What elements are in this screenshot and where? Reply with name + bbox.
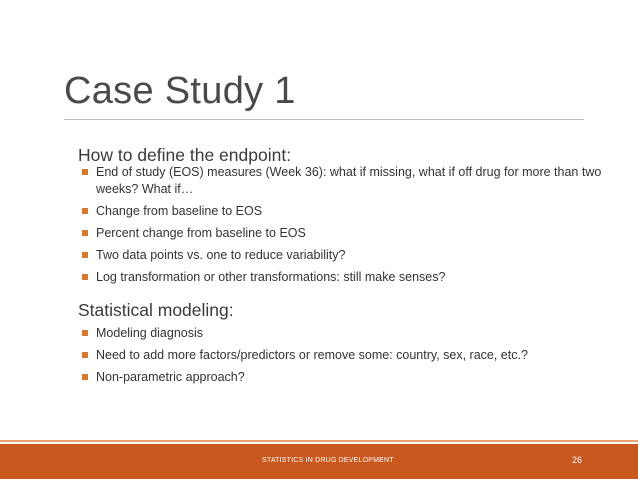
square-bullet-icon xyxy=(82,330,88,336)
list-item xyxy=(80,225,620,242)
list-item xyxy=(80,269,620,286)
list-item xyxy=(80,369,620,386)
bullet-text: Log transformation or other transformations: still make senses? xyxy=(96,270,446,284)
section-heading-endpoint: How to define the endpoint: xyxy=(78,145,292,165)
footer-text: STATISTICS IN DRUG DEVELOPMENT xyxy=(262,457,394,464)
list-item xyxy=(80,203,620,220)
footer-accent-line xyxy=(0,440,638,442)
page-number: 26 xyxy=(572,455,583,465)
section-heading-modeling: Statistical modeling: xyxy=(78,300,234,320)
list-item xyxy=(80,347,620,364)
square-bullet-icon xyxy=(82,208,88,214)
bullet-text: Modeling diagnosis xyxy=(96,326,204,340)
square-bullet-icon xyxy=(82,374,88,380)
list-item xyxy=(80,164,620,198)
list-item xyxy=(80,247,620,264)
list-item xyxy=(80,325,620,342)
square-bullet-icon xyxy=(82,252,88,258)
bullet-text: Non-parametric approach? xyxy=(96,370,245,384)
bullet-text: Need to add more factors/predictors or remove some: country, sex, race, etc.? xyxy=(96,348,528,362)
bullet-text: Two data points vs. one to reduce variability? xyxy=(96,248,346,262)
slide-title: Case Study 1 xyxy=(64,70,296,112)
title-divider xyxy=(64,119,584,120)
square-bullet-icon xyxy=(82,274,88,280)
bullet-text: End of study (EOS) measures (Week 36): what if missing, what if off drug for more than two weeks? What if… xyxy=(96,165,602,196)
square-bullet-icon xyxy=(82,230,88,236)
bullet-text: Percent change from baseline to EOS xyxy=(96,226,306,240)
modeling-bullet-list xyxy=(80,325,620,391)
bullet-text: Change from baseline to EOS xyxy=(96,204,263,218)
endpoint-bullet-list xyxy=(80,164,620,291)
square-bullet-icon xyxy=(82,169,88,175)
square-bullet-icon xyxy=(82,352,88,358)
